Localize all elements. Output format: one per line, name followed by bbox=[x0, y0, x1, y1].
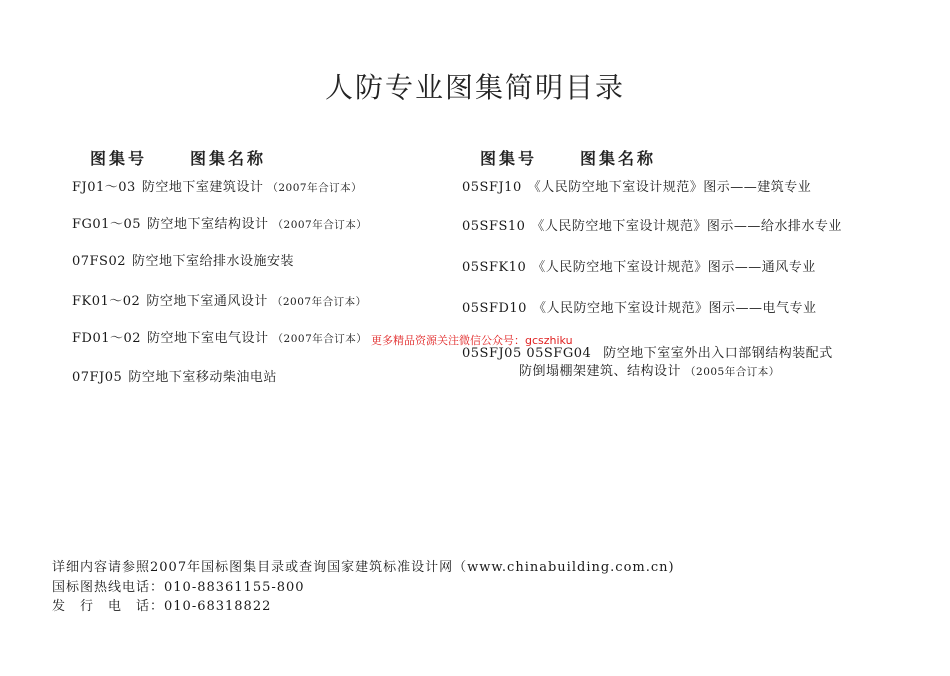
entry-code: 07FJ05 bbox=[72, 370, 123, 385]
entry-note: （2007年合订本） bbox=[267, 182, 363, 194]
entry-name-line2: 防倒塌棚架建筑、结构设计 bbox=[519, 364, 682, 379]
right-header-code: 图集号 bbox=[480, 149, 538, 168]
entry-note: （2007年合订本） bbox=[271, 296, 367, 308]
right-entry bbox=[462, 297, 816, 316]
entry-name: 《人民防空地下室设计规范》图示——通风专业 bbox=[532, 260, 816, 275]
entry-code: FK01～02 bbox=[72, 294, 141, 309]
entry-name: 防空地下室结构设计 bbox=[147, 217, 269, 232]
left-header-code: 图集号 bbox=[90, 149, 148, 168]
left-entry bbox=[72, 176, 362, 195]
right-entry bbox=[462, 256, 816, 275]
right-entry bbox=[462, 176, 811, 195]
right-header-name: 图集名称 bbox=[580, 149, 657, 168]
entry-name: 防空地下室建筑设计 bbox=[141, 180, 264, 195]
page-title: 人防专业图集简明目录 bbox=[324, 71, 625, 104]
left-entry bbox=[72, 213, 367, 232]
entry-code: 07FS02 bbox=[72, 254, 127, 269]
entry-code: FG01～05 bbox=[72, 217, 141, 232]
footer-hotline: 国标图热线电话：010-88361155-800 bbox=[52, 580, 305, 595]
entry-name: 防空地下室移动柴油电站 bbox=[128, 370, 277, 385]
entry-code: 05SFS10 bbox=[462, 219, 526, 234]
entry-note: （2005年合订本） bbox=[685, 366, 780, 378]
left-header-name: 图集名称 bbox=[190, 149, 267, 168]
entry-code: 05SFJ05 05SFG04 bbox=[462, 346, 592, 361]
left-entry bbox=[72, 366, 277, 385]
entry-name: 《人民防空地下室设计规范》图示——电气专业 bbox=[532, 301, 817, 316]
left-entry bbox=[72, 250, 294, 269]
entry-name: 防空地下室给排水设施安装 bbox=[132, 254, 295, 269]
entry-name-line1: 防空地下室室外出入口部钢结构装配式 bbox=[603, 346, 833, 361]
entry-code: FD01～02 bbox=[72, 331, 142, 346]
entry-code: FJ01～03 bbox=[72, 180, 136, 195]
entry-name: 防空地下室电气设计 bbox=[147, 331, 269, 346]
entry-name: 防空地下室通风设计 bbox=[146, 294, 268, 309]
footer-reference: 详细内容请参照2007年国标图集目录或查询国家建筑标准设计网（www.chinabuilding.com.cn) bbox=[52, 560, 675, 575]
entry-code: 05SFD10 bbox=[462, 301, 527, 316]
entry-name: 《人民防空地下室设计规范》图示——给水排水专业 bbox=[531, 219, 842, 234]
entry-name: 《人民防空地下室设计规范》图示——建筑专业 bbox=[527, 180, 812, 195]
right-entry-multiline-2 bbox=[519, 360, 780, 379]
entry-note: （2007年合订本） bbox=[272, 333, 368, 345]
right-entry bbox=[462, 215, 842, 234]
left-entry bbox=[72, 290, 367, 309]
watermark-text: 更多精品资源关注微信公众号：gcszhiku bbox=[371, 334, 573, 347]
entry-note: （2007年合订本） bbox=[272, 219, 368, 231]
left-entry bbox=[72, 327, 367, 346]
footer-sales-phone: 发 行 电 话：010-68318822 bbox=[52, 599, 272, 614]
entry-code: 05SFJ10 bbox=[462, 180, 522, 195]
entry-code: 05SFK10 bbox=[462, 260, 527, 275]
